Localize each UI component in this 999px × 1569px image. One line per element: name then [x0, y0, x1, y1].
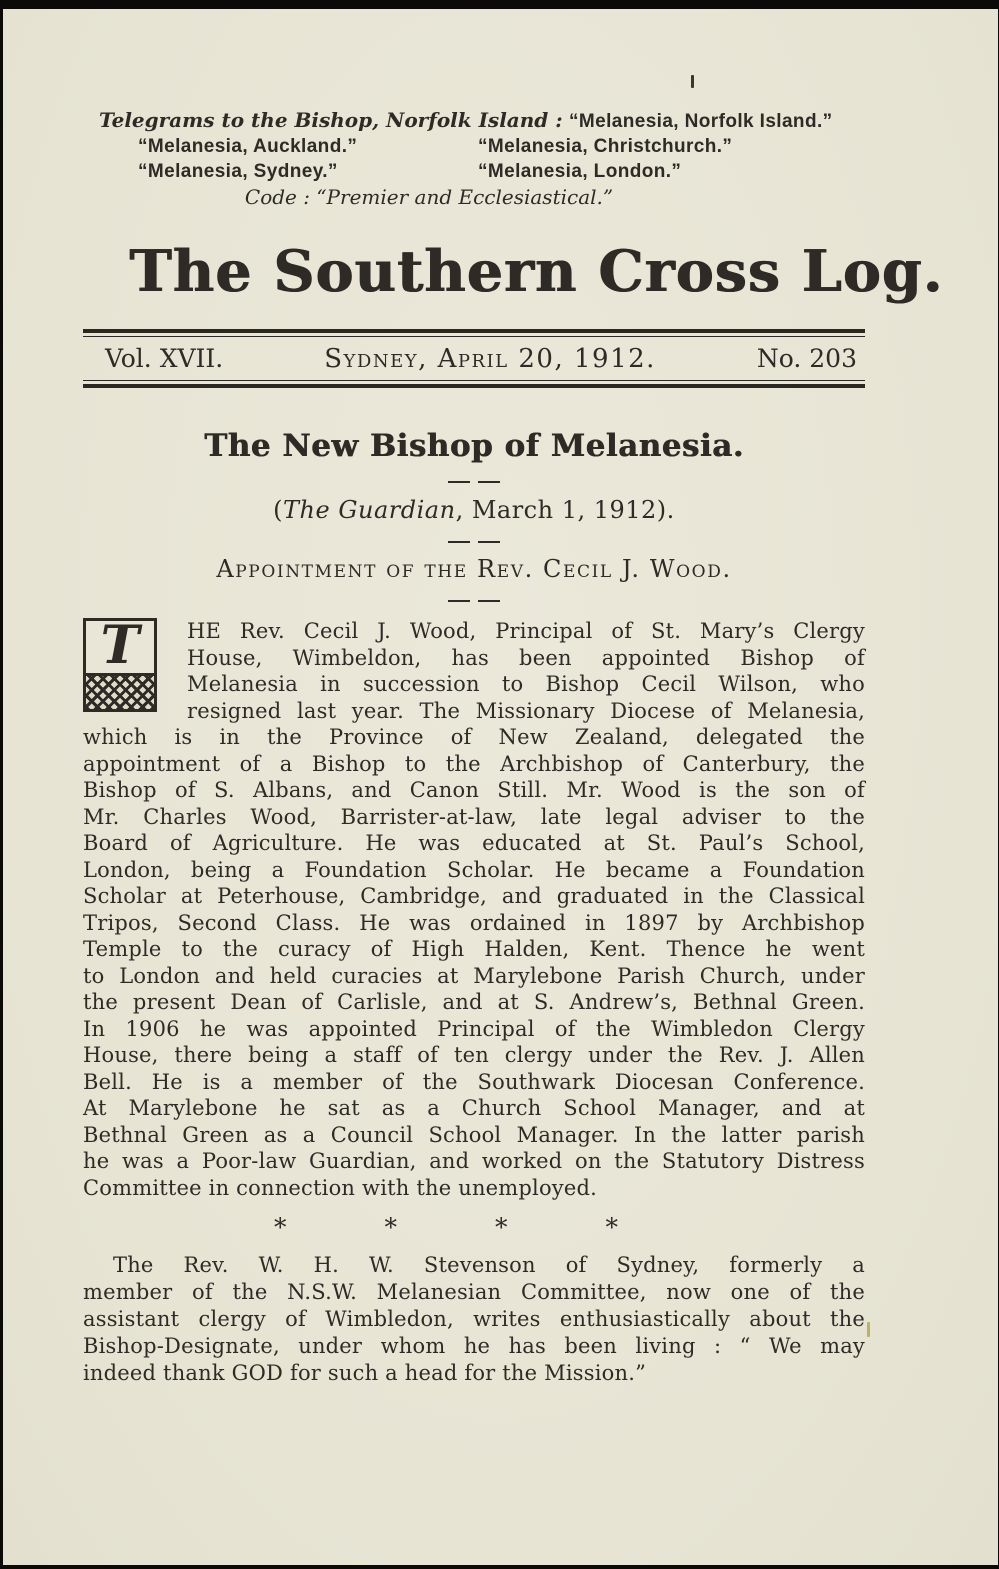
- article-source: [83, 496, 865, 524]
- body-line: In 1906 he was appointed Principal of the Wimbledon Clergy: [83, 1016, 865, 1041]
- body-line: Bishop-Designate, under whom he has been living : “ We may: [83, 1334, 865, 1358]
- issue-info-row: [83, 337, 865, 380]
- body-line: Melanesia in succession to Bishop Cecil Wilson, who: [187, 672, 865, 696]
- divider-dash: [478, 481, 500, 483]
- asterisk-separator: [55, 1215, 837, 1241]
- article-subheading: Appointment of the Rev. Cecil J. Wood.: [216, 555, 732, 583]
- page-paper: [3, 9, 998, 1565]
- ornamental-drop-cap: [83, 615, 157, 712]
- telegram-address-christchurch: “Melanesia, Christchurch.”: [478, 136, 733, 157]
- source-open-paren: (: [273, 496, 284, 524]
- body-line: House, Wimbeldon, has been appointed Bishop of: [187, 645, 865, 670]
- issue-number: No. 203: [756, 344, 857, 373]
- body-line: which is in the Province of New Zealand, delegated the: [83, 725, 865, 749]
- volume-label: Vol. XVII.: [105, 344, 224, 373]
- masthead-rule-top: [83, 329, 865, 337]
- article-closing-paragraph: [83, 1252, 865, 1387]
- body-line: indeed thank GOD for such a head for the Mission.”: [83, 1361, 647, 1385]
- body-line: the present Dean of Carlisle, and at S. Andrew’s, Bethnal Green.: [83, 990, 865, 1014]
- section-divider: [448, 600, 500, 602]
- body-line: At Marylebone he sat as a Church School Manager, and at: [83, 1096, 865, 1120]
- body-line: assistant clergy of Wimbledon, writes enthusiastically about the: [83, 1307, 865, 1331]
- body-line: member of the N.S.W. Melanesian Committee, now one of the: [83, 1280, 865, 1304]
- article-heading: The New Bishop of Melanesia.: [204, 428, 744, 464]
- telegram-address-norfolk: “Melanesia, Norfolk Island.”: [568, 111, 833, 132]
- divider-dash: [478, 600, 500, 602]
- telegram-code-line: Code : “Premier and Ecclesiastical.”: [244, 185, 614, 209]
- body-line: Bishop of S. Albans, and Canon Still. Mr. Wood is the son of: [83, 778, 865, 802]
- body-line: resigned last year. The Missionary Diocese of Melanesia,: [187, 698, 865, 723]
- body-line: Scholar at Peterhouse, Cambridge, and graduated in the Classical: [83, 884, 865, 908]
- telegram-address-sydney: “Melanesia, Sydney.”: [138, 161, 338, 182]
- source-publication: The Guardian: [283, 496, 456, 524]
- section-divider: [448, 481, 500, 483]
- body-line: Bethnal Green as a Council School Manager. In the latter parish: [83, 1122, 865, 1147]
- rule-thick: [83, 384, 865, 388]
- telegram-address-auckland: “Melanesia, Auckland.”: [138, 136, 358, 157]
- body-line: appointment of a Bishop to the Archbishop of Canterbury, the: [83, 751, 865, 776]
- body-line: Tripos, Second Class. He was ordained in 1897 by Archbishop: [83, 910, 865, 935]
- asterisk: *: [495, 1213, 508, 1242]
- drop-cap-basketweave-ornament: [86, 676, 154, 709]
- body-line: Board of Agriculture. He was educated at St. Paul’s School,: [83, 831, 865, 855]
- body-line: London, being a Foundation Scholar. He became a Foundation: [83, 857, 865, 882]
- source-date: , March 1, 1912).: [455, 496, 675, 524]
- asterisk: *: [274, 1213, 287, 1242]
- masthead-rule-bottom: [83, 380, 865, 388]
- body-line: to London and held curacies at Marylebone Parish Church, under: [83, 963, 865, 988]
- body-line: Committee in connection with the unemployed.: [83, 1175, 598, 1200]
- body-line: Temple to the curacy of High Halden, Kent. Thence he went: [83, 937, 865, 961]
- divider-dash: [448, 541, 470, 543]
- body-line: House, there being a staff of ten clergy under the Rev. J. Allen: [83, 1043, 865, 1067]
- drop-cap-letter: T: [86, 621, 154, 676]
- section-divider: [448, 541, 500, 543]
- article-body: [83, 615, 865, 1201]
- body-line: he was a Poor-law Guardian, and worked on the Statutory Distress: [83, 1149, 865, 1173]
- telegram-line-2: [138, 134, 865, 159]
- body-line: HE Rev. Cecil J. Wood, Principal of St. Mary’s Clergy: [187, 619, 865, 643]
- telegram-line-1: [99, 108, 865, 134]
- telegram-header: [83, 9, 865, 211]
- body-line: Mr. Charles Wood, Barrister-at-law, late legal adviser to the: [83, 804, 865, 829]
- divider-dash: [448, 481, 470, 483]
- scan-artifact-mark: [867, 1322, 870, 1337]
- divider-dash: [478, 541, 500, 543]
- telegram-line-3: [138, 159, 865, 184]
- issue-date: Sydney, April 20, 1912.: [324, 344, 656, 374]
- telegram-label: Telegrams to the Bishop, Norfolk Island :: [99, 108, 563, 132]
- divider-dash: [448, 600, 470, 602]
- asterisk: *: [605, 1213, 618, 1242]
- telegram-address-london: “Melanesia, London.”: [478, 161, 682, 182]
- body-line: Bell. He is a member of the Southwark Diocesan Conference.: [83, 1069, 865, 1094]
- page-content: [83, 9, 944, 1387]
- asterisk: *: [384, 1213, 397, 1242]
- journal-title: The Southern Cross Log.: [129, 238, 944, 305]
- scan-artifact-mark: [691, 75, 694, 88]
- body-line: The Rev. W. H. W. Stevenson of Sydney, formerly a: [113, 1253, 865, 1277]
